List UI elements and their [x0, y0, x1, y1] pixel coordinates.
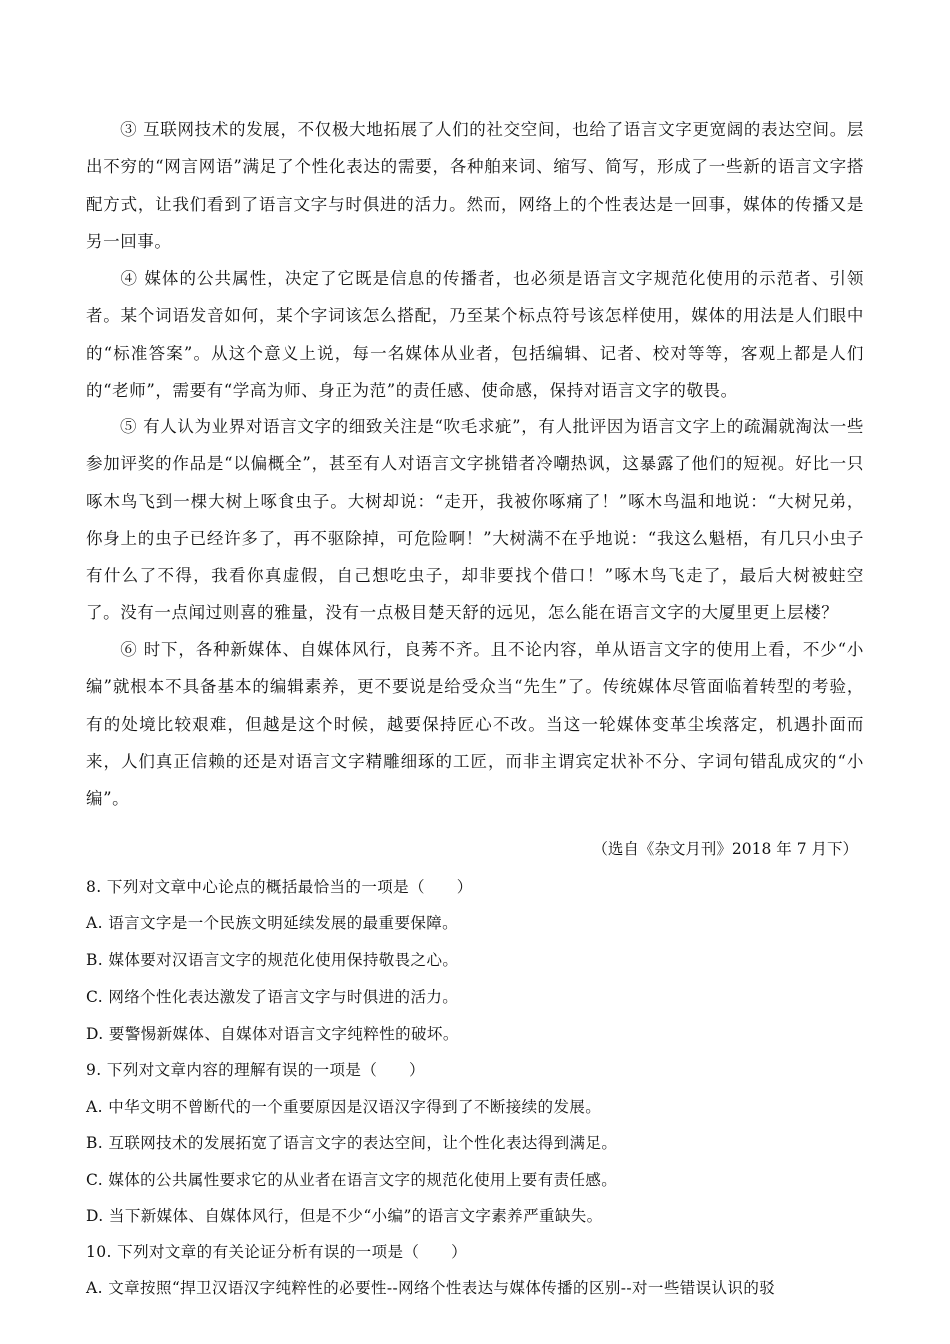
question-9-option-a: A. 中华文明不曾断代的一个重要原因是汉语汉字得到了不断接续的发展。 [86, 1098, 602, 1116]
paragraph-3-text: ③ 互联网技术的发展，不仅极大地拓展了人们的社交空间，也给了语言文字更宽阔的表达空间。层出不穷的“网言网语”满足了个性化表达的需要，各种舶来词、缩写、简写，形成了一些新的语言文字搭配方式，让我们看到了语言文字与时俱进的活力。然而，网络上的个性表达是一回事，媒体的传播又是另一回事。 [86, 120, 864, 251]
question-9-option-c: C. 媒体的公共属性要求它的从业者在语言文字的规范化使用上要有责任感。 [86, 1171, 618, 1189]
paragraph-4-text: ④ 媒体的公共属性，决定了它既是信息的传播者，也必须是语言文字规范化使用的示范者、引领者。某个词语发音如何，某个字词该怎么搭配，乃至某个标点符号该怎样使用，媒体的用法是人们眼中的“标准答案”。从这个意义上说，每一名媒体从业者，包括编辑、记者、校对等等，客观上都是人们的“老师”，需要有“学高为师、身正为范”的责任感、使命感，保持对语言文字的敬畏。 [86, 269, 864, 400]
question-9: 9. 下列对文章内容的理解有误的一项是（ ） [86, 1061, 425, 1079]
question-8: 8. 下列对文章中心论点的概括最恰当的一项是（ ） [86, 878, 473, 896]
question-8-option-c: C. 网络个性化表达激发了语言文字与时俱进的活力。 [86, 988, 459, 1006]
question-8-option-b: B. 媒体要对汉语言文字的规范化使用保持敬畏之心。 [86, 951, 459, 969]
source-citation: （选自《杂文月刊》2018 年 7 月下） [592, 840, 858, 858]
question-10-option-a: A. 文章按照“捍卫汉语汉字纯粹性的必要性--网络个性表达与媒体传播的区别--对一些错误认识的驳 [86, 1279, 776, 1297]
question-9-option-d: D. 当下新媒体、自媒体风行，但是不少“小编”的语言文字素养严重缺失。 [86, 1207, 603, 1225]
question-10: 10. 下列对文章的有关论证分析有误的一项是（ ） [86, 1243, 467, 1261]
paragraph-6 [86, 631, 864, 817]
paragraph-4 [86, 260, 864, 409]
question-9-option-b: B. 互联网技术的发展拓宽了语言文字的表达空间，让个性化表达得到满足。 [86, 1134, 618, 1152]
paragraph-5-text: ⑤ 有人认为业界对语言文字的细致关注是“吹毛求疵”，有人批评因为语言文字上的疏漏就淘汰一些参加评奖的作品是“以偏概全”，甚至有人对语言文字挑错者冷嘲热讽，这暴露了他们的短视。好比一只啄木鸟飞到一棵大树上啄食虫子。大树却说：“走开，我被你啄痛了！”啄木鸟温和地说：“大树兄弟，你身上的虫子已经许多了，再不驱除掉，可危险啊！”大树满不在乎地说：“我这么魁梧，有几只小虫子有什么了不得，我看你真虚假，自己想吃虫子，却非要找个借口！”啄木鸟飞走了，最后大树被蛀空了。没有一点闻过则喜的雅量，没有一点极目楚天舒的远见，怎么能在语言文字的大厦里更上层楼？ [86, 417, 864, 623]
question-8-option-d: D. 要警惕新媒体、自媒体对语言文字纯粹性的破坏。 [86, 1025, 459, 1043]
paragraph-6-text: ⑥ 时下，各种新媒体、自媒体风行，良莠不齐。且不论内容，单从语言文字的使用上看，不少“小编”就根本不具备基本的编辑素养，更不要说是给受众当“先生”了。传统媒体尽管面临着转型的考验，有的处境比较艰难，但越是这个时候，越要保持匠心不改。当这一轮媒体变革尘埃落定，机遇扑面而来，人们真正信赖的还是对语言文字精雕细琢的工匠，而非主谓宾定状补不分、字词句错乱成灾的“小编”。 [86, 640, 864, 809]
paragraph-5 [86, 408, 864, 632]
question-8-option-a: A. 语言文字是一个民族文明延续发展的最重要保障。 [86, 914, 459, 932]
paragraph-3 [86, 111, 864, 260]
